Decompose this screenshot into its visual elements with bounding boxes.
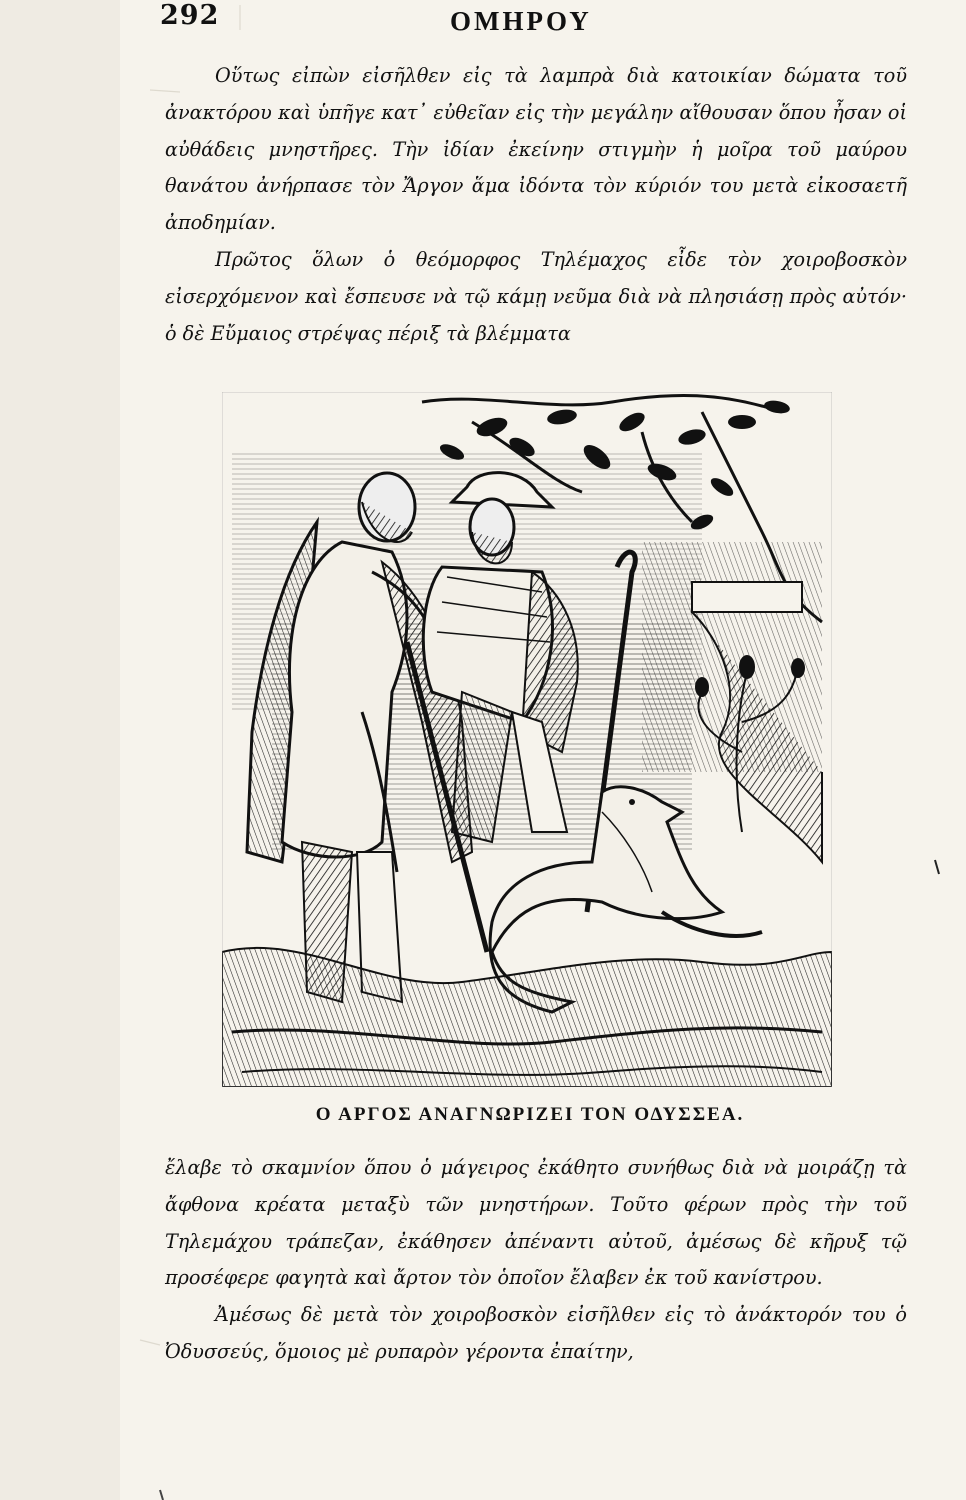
figure-caption: Ο ΑΡΓΟΣ ΑΝΑΓΝΩΡΙΖΕΙ ΤΟΝ ΟΔΥΣΣΕΑ. [315,1104,745,1125]
paragraph: Οὕτως εἰπὼν εἰσῆλθεν εἰς τὰ λαμπρὰ διὰ κατοικίαν δώματα τοῦ ἀνακτόρου καὶ ὑπῆγε κατ᾽ εὐθεῖαν εἰς τὴν μεγάλην αἴθουσαν ὅπου ἦσαν οἱ αὐθάδεις μνηστῆρες. Τὴν ἰδίαν ἐκείνην στιγμὴν ἡ μοῖρα τοῦ μαύρου θανάτου ἀνήρπασε τὸν Ἄργον ἅμα ἰδόντα τὸν κύριόν του μετὰ εἰκοσαετῆ ἀποδημίαν. [165,64,907,235]
page-header [150,0,910,50]
top-text-block [165,58,907,352]
engraving-illustration [222,392,832,1087]
paragraph: Πρῶτος ὅλων ὁ θεόμορφος Τηλέμαχος εἶδε τὸν χοιροβοσκὸν εἰσερχόμενον καὶ ἔσπευσε νὰ τῷ κάμῃ νεῦμα διὰ νὰ πλησιάσῃ πρὸς αὐτόν· ὁ δὲ Εὔμαιος στρέψας πέριξ τὰ βλέμματα [165,247,907,345]
paragraph: ἔλαβε τὸ σκαμνίον ὅπου ὁ μάγειρος ἐκάθητο συνήθως διὰ νὰ μοιράζῃ τὰ ἄφθονα κρέατα μεταξὺ τῶν μνηστήρων. Τοῦτο φέρων πρὸς τὴν τοῦ Τηλεμάχου τράπεζαν, ἐκάθησεν ἀπέναντι αὐτοῦ, ἀμέσως δὲ κῆρυξ τῷ προσέφερε φαγητὰ καὶ ἄρτον τὸν ὁποῖον ἔλαβεν ἐκ τοῦ κανίστρου. [165,1156,907,1290]
bottom-text-block [165,1150,907,1371]
page-number: 292 [160,0,220,31]
running-head: ΟΜΗΡΟΥ [450,6,592,36]
paragraph: Ἀμέσως δὲ μετὰ τὸν χοιροβοσκὸν εἰσῆλθεν εἰς τὸ ἀνάκτορόν του ὁ Ὀδυσσεύς, ὅμοιος μὲ ρυπαρὸν γέροντα ἐπαίτην, [165,1303,907,1363]
